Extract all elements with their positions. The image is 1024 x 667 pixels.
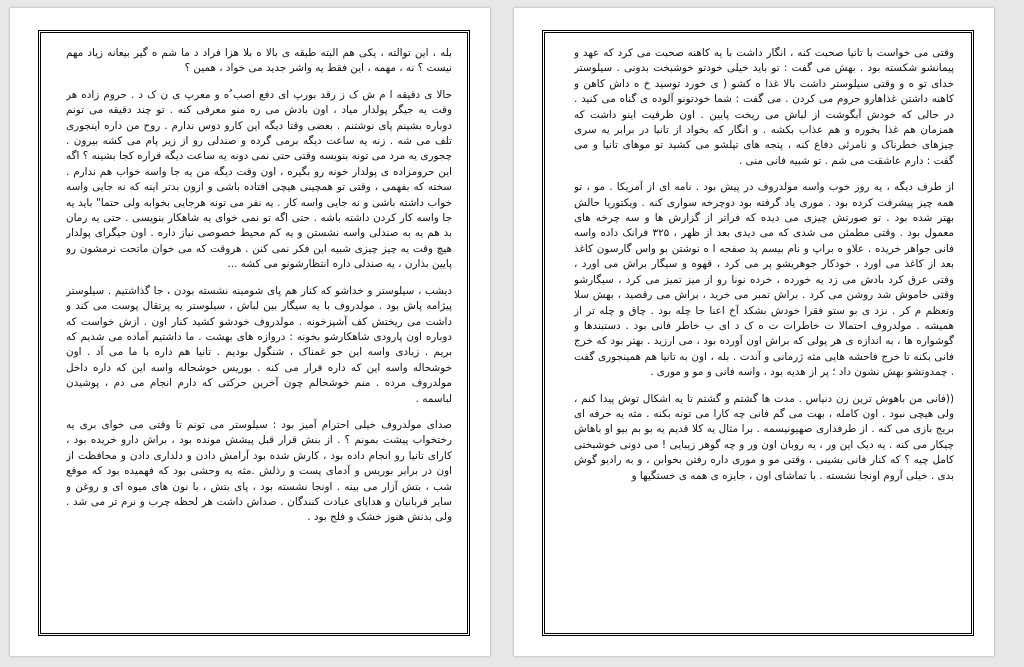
paragraph: صدای مولدروف خیلی احترام آمیز بود : سیلوستر می تونم تا وقتی می خوای بری یه رختخواب پیشت بمونم ؟ . از بنش قرار قبل پیشش مونده بود ، براش دارو خریده بود ، کارای تانیا رو انجام داده بود ، کارش شده بود آرامش دادن و دلداری دادن و محافظت از اون در برابر بوریس و آدمای پست و رذلش .مثه یه وحشی بود که فهمیده بود که موقع شب ، بتش آزار می بینه . اونجا نشسته بود ، پای بتش ، با نون های میوه ای و روغن و سایر قربانیان و هدایای عبادت کنندگان . صداش داشت هر لحظه چرب و نرم تر می شد . ولی بدنش هنوز خشک و فلج بود . xyxy=(66,418,452,524)
paragraph: از طرف دیگه ، یه روز خوب واسه مولدروف در پیش بود . نامه ای از آمریکا . مو ، تو همه چیز پیشرفت کرده بود . موری یاد گرفته بود دوچرخه سواری کنه . ویکتوریا حالش بهتر شده بود . تو صورتش چیزی می دیده که فراتر از گزارش ها و سه چرخه های معمول بود . وقتی مطمئن می شدی که می دیدی بعد از ظهر ، ۳۲۵ فرانک داده واسه فانی جواهر خریده . علاو ه براپ و نام بیسم پد صفحه ا ه نوشتن بو واس گارسون کاغذ بعد از کاغذ می اورد ، خودکار جوهریشو پر می کرد ، قهوه و سیگار براش می اورد ، وقتی عرق کرد بادش می زد یه خورده ، خرده نونا رو از میز تمیز می کرد ، سیگارشو وقتی خاموش شد روشن می کرد . براش تمبر می خرید ، براش می رقصید ، بهش سلا وتعظم م کر . نزد ی بو ستو فقرا خودش بشکد آخ اعنا جا چله بود . چاق و چله تر از همیشه . مولدروف احتمالا ت خاطرات ت ه ک د ای ب خاطر فانی بود . دستبندها و گوشواره ها ، به اندازه ی هر پولی که براش اون آورده بود ، می ارزید . بهتر بود که خرج فانی بکنه تا خرج فاحشه هایی مثه ژرمانی و آندت . بله ، اون به تانیا هم همینجوری گفت . چمدونشو بهش نشون داد ؛ پر از هدیه بود ، واسه فانی و مو و موری . xyxy=(574,181,954,379)
paragraph: حالا ی دقیقه ا م ش ک ز رقد بورپ ای دفع اصب ُه و معرپ ی ن ک د . حروم زاده هر وقت یه جیگر پولدار میاد ، اون بادش می ره منو معرفی کنه . تو چند دقیقه می تونم دوباره بشینم پای نوشتنم . بعضی وقتا دیگه این کارو دوس ندارم . روح من داره اینجوری تلف می شه . زنه یه ساعت دیگه برمی گرده و صندلی رو از زیر پام می کشه بیرون . چجوری یه مرد می تونه بنویسه وقتی حتی نمی دونه یه ساعت دیگه قراره کجا بشینه ؟ اگه این حرومزاده ی پولدار خونه رو بگیره ، اون وقت دیگه من یه جا واسه خواب هم ندارم . سخته که بفهمی ، وقتی تو همچینی هیچی افتاده باشی و ازون بدتر اینه که نه جایی واسه خواب داشته باشی و نه جایی واسه کار . یه نفر می تونه هرجایی بخوابه ولی حتما" باید یه جا واسه کار کردن داشته باشه . حتی اگه تو نمی خوای یه شاهکار بنویسی . حتی یه رمان بد هم یه به صندلی واسه نشستن و یه کم محیط خصوصی نیاز داره . اون جیگرای پولدار هیچ وقت یه چیز چیزی شبیه این فکر نمی کنن . هروقت که می خوان ماتحت نرمشون رو پایین بذارن ، یه صندلی داره انتظارشونو می کشه ... xyxy=(66,88,452,271)
paragraph: وقتی می خواست با تانیا صحبت کنه ، انگار داشت با یه کاهنه صحبت می کرد که عهد و پیمانشو شکسته بود . بهش می گفت : تو باید خیلی خودتو خوشبخت بدونی . سیلوستر خدای تو ه و وقتی سیلوستر داشت بالا غذا ه کشو ( ی خورد توسید خ ه داش کاهن و کاهنه داشتن غذاهارو حروم می کردن . می گفت : شما خودتونو آلوده ی گناه می کنید . در حالی که خودش آبگوشت از لباش می ریخت پایین . اون ظرفیت اینو داشت که همزمان هم غذا بخوره و هم عذاب بکشه . و انگار که بخواد از تانیا در برابر یه سری چیزهای خطرناک و نامرئی دفاع کنه ، پنجه های تپلشو می کشید تو موهای تانیا و می گفت : دارم عاشقت می شم . تو شبیه فانی منی . xyxy=(574,47,954,167)
document-page-right xyxy=(514,8,994,656)
paragraph: دیشب ، سیلوستر و خداشو که کنار هم پای شومینه نشسته بودن ، جا گذاشتیم . سیلوستر پیژامه پاش بود . مولدروف با یه سیگار بین لباش ، سیلوستر یه پرتقال پوست می کند و داشت می ریختش کف آشپزخونه . مولدروف خودشو کشید کنار اون . ازش خواست که دوباره اون پارودی شاهکارشو بخونه : دروازه های بهشت . ما داشتیم آماده می شدیم که بریم . زیادی واسه این جو غمناک ، شنگول بودیم . تانیا هم داره با ما می آد . اون خوشحاله واسه این که داره فرار می کنه . بوریس خوشحاله واسه این که داره داخل مولدروف مرده . منم خوشحالم چون آخرین حرکتی که دارم انجام می دم ، پوشیدن لباسمه . xyxy=(66,284,452,405)
paragraph: بله ، این توالته ، یکی هم البته طبقه ی بالا ه بلا هزا فراد د ما شم ه گیر بیعانه زیاد مهم نیست ؟ نه ، مهمه ، این فقط یه واشر جدید می خواد ، همین ؟ xyxy=(66,47,452,75)
paragraph: ((فانی من باهوش ترین زن دنیاس . مدت ها گشتم و گشتم تا یه اشکال توش پیدا کنم ، ولی هیچی نبود . اون کامله ، بهت می گم فانی چه کارا می تونه بکنه . مثه یه حرفه ای بریج بازی می کنه . از طرفداری صهیونیسمه . برا مثال یه کلا قدیم یه بو بم بیو او باهاش چیکار می کنه . یه دیک این ور ، یه روبان اون ور و چه گوهر زیبایی ! می دونی خوشبختی کامل چیه ؟ که کنار فانی بشینی ، وقتی مو و موری داره رفتن بخوابن ، و به رادیو گوش بدی . خیلی آروم اونجا نشسته . با تماشای اون ، جایزه ی همه ی خستگیها و xyxy=(574,392,954,482)
page-text-area xyxy=(574,46,954,616)
page-text-area xyxy=(66,46,452,616)
document-page-left xyxy=(10,8,490,656)
